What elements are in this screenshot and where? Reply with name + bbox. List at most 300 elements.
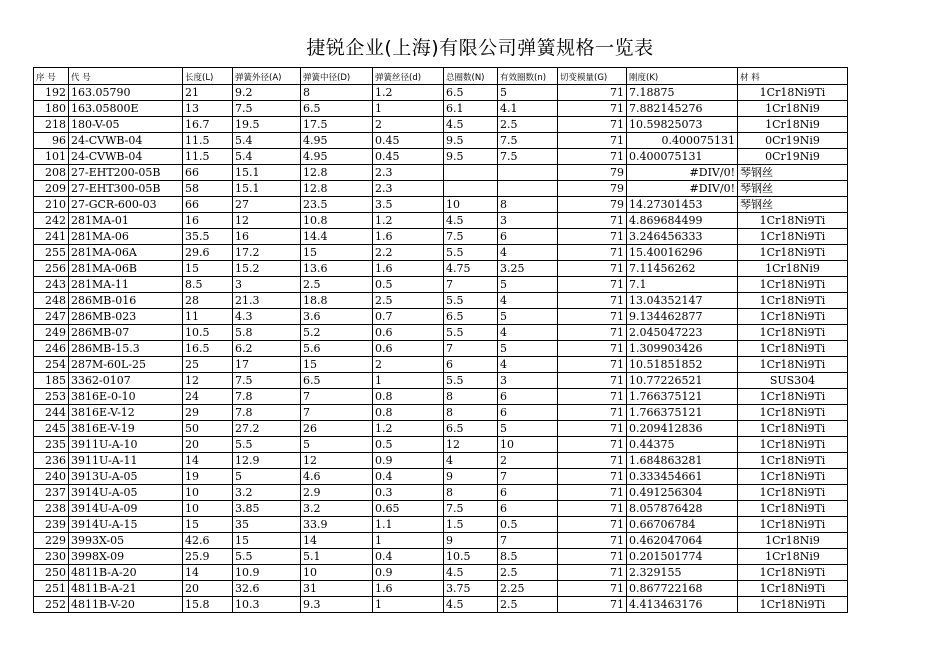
cell-seq: 229 — [34, 533, 69, 549]
cell-outer-diameter: 3 — [233, 277, 301, 293]
cell-wire-diameter: 0.65 — [373, 501, 444, 517]
cell-mid-diameter: 5 — [301, 437, 373, 453]
cell-seq: 210 — [34, 197, 69, 213]
header-mid-diameter: 弹簧中径(D) — [301, 68, 373, 85]
cell-seq: 252 — [34, 597, 69, 613]
cell-mid-diameter: 13.6 — [301, 261, 373, 277]
cell-total-coils: 4.75 — [444, 261, 498, 277]
cell-stiffness: #DIV/0! — [627, 165, 738, 181]
cell-shear-modulus: 71 — [558, 117, 627, 133]
cell-length: 8.5 — [183, 277, 233, 293]
cell-total-coils: 9 — [444, 469, 498, 485]
cell-outer-diameter: 5.5 — [233, 437, 301, 453]
cell-mid-diameter: 4.6 — [301, 469, 373, 485]
cell-stiffness: 10.59825073 — [627, 117, 738, 133]
cell-mid-diameter: 6.5 — [301, 101, 373, 117]
table-row — [34, 309, 848, 325]
cell-active-coils: 5 — [498, 85, 558, 101]
cell-stiffness: 4.869684499 — [627, 213, 738, 229]
cell-outer-diameter: 12.9 — [233, 453, 301, 469]
table-row — [34, 341, 848, 357]
cell-outer-diameter: 7.8 — [233, 405, 301, 421]
cell-shear-modulus: 71 — [558, 277, 627, 293]
table-row — [34, 581, 848, 597]
table-row — [34, 133, 848, 149]
cell-seq: 248 — [34, 293, 69, 309]
table-row — [34, 213, 848, 229]
cell-total-coils: 6.1 — [444, 101, 498, 117]
cell-total-coils: 4.5 — [444, 117, 498, 133]
cell-shear-modulus: 71 — [558, 453, 627, 469]
cell-length: 28 — [183, 293, 233, 309]
cell-mid-diameter: 10 — [301, 565, 373, 581]
cell-mid-diameter: 15 — [301, 357, 373, 373]
cell-outer-diameter: 7.5 — [233, 101, 301, 117]
cell-total-coils — [444, 165, 498, 181]
cell-total-coils: 9 — [444, 533, 498, 549]
cell-total-coils: 10 — [444, 197, 498, 213]
cell-code: 281MA-06A — [69, 245, 183, 261]
cell-stiffness: 4.413463176 — [627, 597, 738, 613]
cell-seq: 240 — [34, 469, 69, 485]
cell-stiffness: 15.40016296 — [627, 245, 738, 261]
cell-length: 15.8 — [183, 597, 233, 613]
cell-total-coils: 12 — [444, 437, 498, 453]
cell-active-coils: 7 — [498, 533, 558, 549]
table-row — [34, 357, 848, 373]
cell-active-coils: 2.5 — [498, 597, 558, 613]
cell-seq: 230 — [34, 549, 69, 565]
table-row — [34, 293, 848, 309]
cell-outer-diameter: 15.2 — [233, 261, 301, 277]
cell-mid-diameter: 7 — [301, 405, 373, 421]
cell-code: 27-EHT300-05B — [69, 181, 183, 197]
cell-outer-diameter: 5 — [233, 469, 301, 485]
cell-wire-diameter: 0.9 — [373, 453, 444, 469]
table-row — [34, 389, 848, 405]
table-row — [34, 85, 848, 101]
cell-wire-diameter: 1.6 — [373, 261, 444, 277]
cell-mid-diameter: 31 — [301, 581, 373, 597]
cell-code: 281MA-06 — [69, 229, 183, 245]
cell-total-coils: 8 — [444, 405, 498, 421]
cell-stiffness: 9.134462877 — [627, 309, 738, 325]
cell-length: 21 — [183, 85, 233, 101]
cell-material: 1Cr18Ni9Ti — [738, 325, 848, 341]
cell-shear-modulus: 71 — [558, 309, 627, 325]
cell-code: 3913U-A-05 — [69, 469, 183, 485]
cell-material: 1Cr18Ni9Ti — [738, 293, 848, 309]
cell-outer-diameter: 35 — [233, 517, 301, 533]
spring-spec-table — [33, 67, 848, 613]
cell-wire-diameter: 2 — [373, 357, 444, 373]
cell-wire-diameter: 1 — [373, 373, 444, 389]
cell-outer-diameter: 7.5 — [233, 373, 301, 389]
cell-stiffness: 2.329155 — [627, 565, 738, 581]
cell-material: 1Cr18Ni9Ti — [738, 485, 848, 501]
cell-length: 10 — [183, 501, 233, 517]
cell-total-coils: 5.5 — [444, 325, 498, 341]
cell-code: 281MA-06B — [69, 261, 183, 277]
cell-mid-diameter: 9.3 — [301, 597, 373, 613]
cell-total-coils: 5.5 — [444, 373, 498, 389]
cell-active-coils: 4.1 — [498, 101, 558, 117]
cell-material: 1Cr18Ni9Ti — [738, 309, 848, 325]
cell-wire-diameter: 0.5 — [373, 277, 444, 293]
cell-active-coils: 5 — [498, 341, 558, 357]
cell-stiffness: 0.867722168 — [627, 581, 738, 597]
cell-stiffness: 7.1 — [627, 277, 738, 293]
cell-seq: 239 — [34, 517, 69, 533]
cell-total-coils: 7 — [444, 341, 498, 357]
cell-code: 3993X-05 — [69, 533, 183, 549]
header-wire-diameter: 弹簧丝径(d) — [373, 68, 444, 85]
cell-stiffness: 0.400075131 — [627, 149, 738, 165]
cell-wire-diameter: 1.2 — [373, 213, 444, 229]
cell-mid-diameter: 7 — [301, 389, 373, 405]
cell-length: 25 — [183, 357, 233, 373]
cell-seq: 256 — [34, 261, 69, 277]
cell-length: 16 — [183, 213, 233, 229]
cell-outer-diameter: 12 — [233, 213, 301, 229]
cell-active-coils: 2 — [498, 453, 558, 469]
cell-wire-diameter: 1.6 — [373, 229, 444, 245]
cell-material: 1Cr18Ni9 — [738, 549, 848, 565]
cell-stiffness: 3.246456333 — [627, 229, 738, 245]
cell-wire-diameter: 0.4 — [373, 549, 444, 565]
cell-stiffness: 7.18875 — [627, 85, 738, 101]
cell-mid-diameter: 17.5 — [301, 117, 373, 133]
cell-stiffness: 13.04352147 — [627, 293, 738, 309]
cell-code: 27-GCR-600-03 — [69, 197, 183, 213]
table-row — [34, 597, 848, 613]
sheet-title: 捷锐企业(上海)有限公司弹簧规格一览表 — [306, 37, 654, 59]
cell-active-coils: 2.25 — [498, 581, 558, 597]
cell-shear-modulus: 71 — [558, 485, 627, 501]
cell-mid-diameter: 3.6 — [301, 309, 373, 325]
cell-active-coils: 5 — [498, 309, 558, 325]
cell-mid-diameter: 4.95 — [301, 149, 373, 165]
cell-seq: 255 — [34, 245, 69, 261]
cell-total-coils: 5.5 — [444, 245, 498, 261]
cell-material: 1Cr18Ni9Ti — [738, 213, 848, 229]
cell-wire-diameter: 1 — [373, 101, 444, 117]
cell-active-coils: 6 — [498, 229, 558, 245]
cell-active-coils: 3 — [498, 213, 558, 229]
cell-material: 琴钢丝 — [738, 181, 848, 197]
cell-wire-diameter: 1.6 — [373, 581, 444, 597]
cell-total-coils: 8 — [444, 485, 498, 501]
cell-active-coils: 4 — [498, 325, 558, 341]
header-shear-modulus: 切变模量(G) — [558, 68, 627, 85]
table-row — [34, 181, 848, 197]
cell-wire-diameter: 2.3 — [373, 181, 444, 197]
cell-wire-diameter: 0.7 — [373, 309, 444, 325]
cell-shear-modulus: 71 — [558, 549, 627, 565]
cell-stiffness: 0.209412836 — [627, 421, 738, 437]
header-material: 材 料 — [738, 68, 848, 85]
cell-active-coils: 8 — [498, 197, 558, 213]
table-row — [34, 229, 848, 245]
cell-stiffness: #DIV/0! — [627, 181, 738, 197]
cell-material: 琴钢丝 — [738, 197, 848, 213]
cell-stiffness: 0.66706784 — [627, 517, 738, 533]
cell-length: 16.7 — [183, 117, 233, 133]
cell-outer-diameter: 10.9 — [233, 565, 301, 581]
cell-total-coils: 4.5 — [444, 565, 498, 581]
cell-total-coils — [444, 181, 498, 197]
cell-seq: 236 — [34, 453, 69, 469]
cell-length: 10 — [183, 485, 233, 501]
cell-length: 14 — [183, 453, 233, 469]
cell-shear-modulus: 71 — [558, 85, 627, 101]
cell-length: 42.6 — [183, 533, 233, 549]
cell-length: 25.9 — [183, 549, 233, 565]
table-row — [34, 437, 848, 453]
cell-code: 3998X-09 — [69, 549, 183, 565]
cell-code: 287M-60L-25 — [69, 357, 183, 373]
cell-code: 3911U-A-11 — [69, 453, 183, 469]
cell-outer-diameter: 5.5 — [233, 549, 301, 565]
cell-wire-diameter: 2.2 — [373, 245, 444, 261]
cell-length: 19 — [183, 469, 233, 485]
cell-stiffness: 7.11456262 — [627, 261, 738, 277]
cell-stiffness: 14.27301453 — [627, 197, 738, 213]
table-row — [34, 325, 848, 341]
cell-active-coils: 2.5 — [498, 565, 558, 581]
cell-length: 11.5 — [183, 149, 233, 165]
cell-material: 1Cr18Ni9Ti — [738, 565, 848, 581]
cell-length: 12 — [183, 373, 233, 389]
table-row — [34, 453, 848, 469]
cell-material: 1Cr18Ni9 — [738, 261, 848, 277]
cell-total-coils: 6.5 — [444, 85, 498, 101]
cell-outer-diameter: 5.8 — [233, 325, 301, 341]
cell-outer-diameter: 17.2 — [233, 245, 301, 261]
cell-shear-modulus: 79 — [558, 165, 627, 181]
cell-wire-diameter: 0.3 — [373, 485, 444, 501]
table-row — [34, 277, 848, 293]
header-outer-diameter: 弹簧外径(A) — [233, 68, 301, 85]
cell-outer-diameter: 3.85 — [233, 501, 301, 517]
cell-active-coils: 6 — [498, 405, 558, 421]
cell-shear-modulus: 71 — [558, 389, 627, 405]
cell-shear-modulus: 71 — [558, 581, 627, 597]
cell-mid-diameter: 14 — [301, 533, 373, 549]
cell-length: 66 — [183, 165, 233, 181]
cell-length: 29 — [183, 405, 233, 421]
cell-seq: 244 — [34, 405, 69, 421]
cell-length: 58 — [183, 181, 233, 197]
cell-material: 1Cr18Ni9Ti — [738, 229, 848, 245]
cell-total-coils: 4 — [444, 453, 498, 469]
cell-length: 66 — [183, 197, 233, 213]
cell-mid-diameter: 14.4 — [301, 229, 373, 245]
cell-material: 1Cr18Ni9Ti — [738, 581, 848, 597]
cell-stiffness: 1.766375121 — [627, 405, 738, 421]
cell-total-coils: 1.5 — [444, 517, 498, 533]
cell-total-coils: 8 — [444, 389, 498, 405]
header-total-coils: 总圈数(N) — [444, 68, 498, 85]
cell-seq: 246 — [34, 341, 69, 357]
cell-mid-diameter: 12.8 — [301, 165, 373, 181]
cell-active-coils — [498, 165, 558, 181]
cell-active-coils: 3 — [498, 373, 558, 389]
cell-active-coils: 6 — [498, 501, 558, 517]
cell-active-coils: 0.5 — [498, 517, 558, 533]
cell-outer-diameter: 6.2 — [233, 341, 301, 357]
cell-code: 163.05800E — [69, 101, 183, 117]
cell-length: 14 — [183, 565, 233, 581]
cell-code: 4811B-A-21 — [69, 581, 183, 597]
header-length: 长度(L) — [183, 68, 233, 85]
cell-stiffness: 0.201501774 — [627, 549, 738, 565]
header-active-coils: 有效圈数(n) — [498, 68, 558, 85]
cell-total-coils: 6 — [444, 357, 498, 373]
cell-shear-modulus: 71 — [558, 325, 627, 341]
cell-material: 1Cr18Ni9Ti — [738, 389, 848, 405]
cell-active-coils: 4 — [498, 293, 558, 309]
cell-code: 163.05790 — [69, 85, 183, 101]
cell-active-coils: 2.5 — [498, 117, 558, 133]
cell-outer-diameter: 7.8 — [233, 389, 301, 405]
cell-shear-modulus: 71 — [558, 501, 627, 517]
table-row — [34, 533, 848, 549]
cell-outer-diameter: 15.1 — [233, 165, 301, 181]
cell-code: 3816E-0-10 — [69, 389, 183, 405]
cell-material: 1Cr18Ni9Ti — [738, 341, 848, 357]
cell-total-coils: 9.5 — [444, 133, 498, 149]
cell-seq: 96 — [34, 133, 69, 149]
cell-stiffness: 7.882145276 — [627, 101, 738, 117]
header-stiffness: 刚度(K) — [627, 68, 738, 85]
cell-seq: 253 — [34, 389, 69, 405]
cell-code: 3914U-A-05 — [69, 485, 183, 501]
cell-code: 4811B-A-20 — [69, 565, 183, 581]
cell-stiffness: 1.309903426 — [627, 341, 738, 357]
cell-outer-diameter: 16 — [233, 229, 301, 245]
cell-mid-diameter: 5.6 — [301, 341, 373, 357]
cell-active-coils: 5 — [498, 277, 558, 293]
cell-stiffness: 0.333454661 — [627, 469, 738, 485]
cell-active-coils: 5 — [498, 421, 558, 437]
cell-seq: 238 — [34, 501, 69, 517]
table-row — [34, 101, 848, 117]
cell-wire-diameter: 2 — [373, 117, 444, 133]
table-row — [34, 517, 848, 533]
cell-total-coils: 6.5 — [444, 421, 498, 437]
cell-length: 24 — [183, 389, 233, 405]
cell-total-coils: 4.5 — [444, 213, 498, 229]
cell-wire-diameter: 0.45 — [373, 149, 444, 165]
cell-shear-modulus: 71 — [558, 469, 627, 485]
cell-outer-diameter: 9.2 — [233, 85, 301, 101]
cell-outer-diameter: 15.1 — [233, 181, 301, 197]
cell-shear-modulus: 71 — [558, 213, 627, 229]
cell-seq: 242 — [34, 213, 69, 229]
cell-material: 1Cr18Ni9Ti — [738, 405, 848, 421]
cell-wire-diameter: 0.6 — [373, 325, 444, 341]
cell-active-coils: 4 — [498, 245, 558, 261]
cell-shear-modulus: 71 — [558, 101, 627, 117]
table-row — [34, 405, 848, 421]
table-row — [34, 149, 848, 165]
cell-mid-diameter: 2.9 — [301, 485, 373, 501]
cell-shear-modulus: 79 — [558, 197, 627, 213]
cell-active-coils: 4 — [498, 357, 558, 373]
cell-code: 3362-0107 — [69, 373, 183, 389]
cell-seq: 249 — [34, 325, 69, 341]
cell-material: SUS304 — [738, 373, 848, 389]
cell-mid-diameter: 33.9 — [301, 517, 373, 533]
cell-total-coils: 7 — [444, 277, 498, 293]
cell-seq: 218 — [34, 117, 69, 133]
cell-code: 27-EHT200-05B — [69, 165, 183, 181]
cell-outer-diameter: 5.4 — [233, 133, 301, 149]
cell-wire-diameter: 3.5 — [373, 197, 444, 213]
cell-mid-diameter: 2.5 — [301, 277, 373, 293]
cell-shear-modulus: 71 — [558, 437, 627, 453]
cell-total-coils: 6.5 — [444, 309, 498, 325]
cell-active-coils: 8.5 — [498, 549, 558, 565]
cell-material: 1Cr18Ni9Ti — [738, 277, 848, 293]
cell-mid-diameter: 5.1 — [301, 549, 373, 565]
cell-code: 3816E-V-12 — [69, 405, 183, 421]
cell-seq: 247 — [34, 309, 69, 325]
cell-wire-diameter: 0.8 — [373, 389, 444, 405]
cell-stiffness: 10.77226521 — [627, 373, 738, 389]
cell-total-coils: 5.5 — [444, 293, 498, 309]
cell-shear-modulus: 71 — [558, 229, 627, 245]
cell-total-coils: 9.5 — [444, 149, 498, 165]
cell-mid-diameter: 15 — [301, 245, 373, 261]
cell-seq: 251 — [34, 581, 69, 597]
cell-active-coils: 10 — [498, 437, 558, 453]
cell-wire-diameter: 2.3 — [373, 165, 444, 181]
cell-stiffness: 0.462047064 — [627, 533, 738, 549]
header-code: 代 号 — [69, 68, 183, 85]
cell-wire-diameter: 0.4 — [373, 469, 444, 485]
cell-shear-modulus: 71 — [558, 341, 627, 357]
table-row — [34, 565, 848, 581]
cell-stiffness: 1.684863281 — [627, 453, 738, 469]
cell-shear-modulus: 79 — [558, 181, 627, 197]
cell-outer-diameter: 15 — [233, 533, 301, 549]
cell-wire-diameter: 0.45 — [373, 133, 444, 149]
cell-mid-diameter: 5.2 — [301, 325, 373, 341]
cell-shear-modulus: 71 — [558, 597, 627, 613]
cell-shear-modulus: 71 — [558, 293, 627, 309]
cell-seq: 101 — [34, 149, 69, 165]
cell-material: 1Cr18Ni9 — [738, 117, 848, 133]
cell-wire-diameter: 0.6 — [373, 341, 444, 357]
cell-code: 286MB-07 — [69, 325, 183, 341]
cell-seq: 185 — [34, 373, 69, 389]
cell-seq: 243 — [34, 277, 69, 293]
cell-shear-modulus: 71 — [558, 245, 627, 261]
cell-stiffness: 0.491256304 — [627, 485, 738, 501]
table-row — [34, 117, 848, 133]
cell-shear-modulus: 71 — [558, 565, 627, 581]
cell-code: 24-CVWB-04 — [69, 149, 183, 165]
cell-total-coils: 7.5 — [444, 501, 498, 517]
cell-active-coils: 6 — [498, 389, 558, 405]
cell-active-coils: 7 — [498, 469, 558, 485]
cell-seq: 180 — [34, 101, 69, 117]
cell-outer-diameter: 5.4 — [233, 149, 301, 165]
cell-material: 0Cr19Ni9 — [738, 149, 848, 165]
cell-shear-modulus: 71 — [558, 357, 627, 373]
